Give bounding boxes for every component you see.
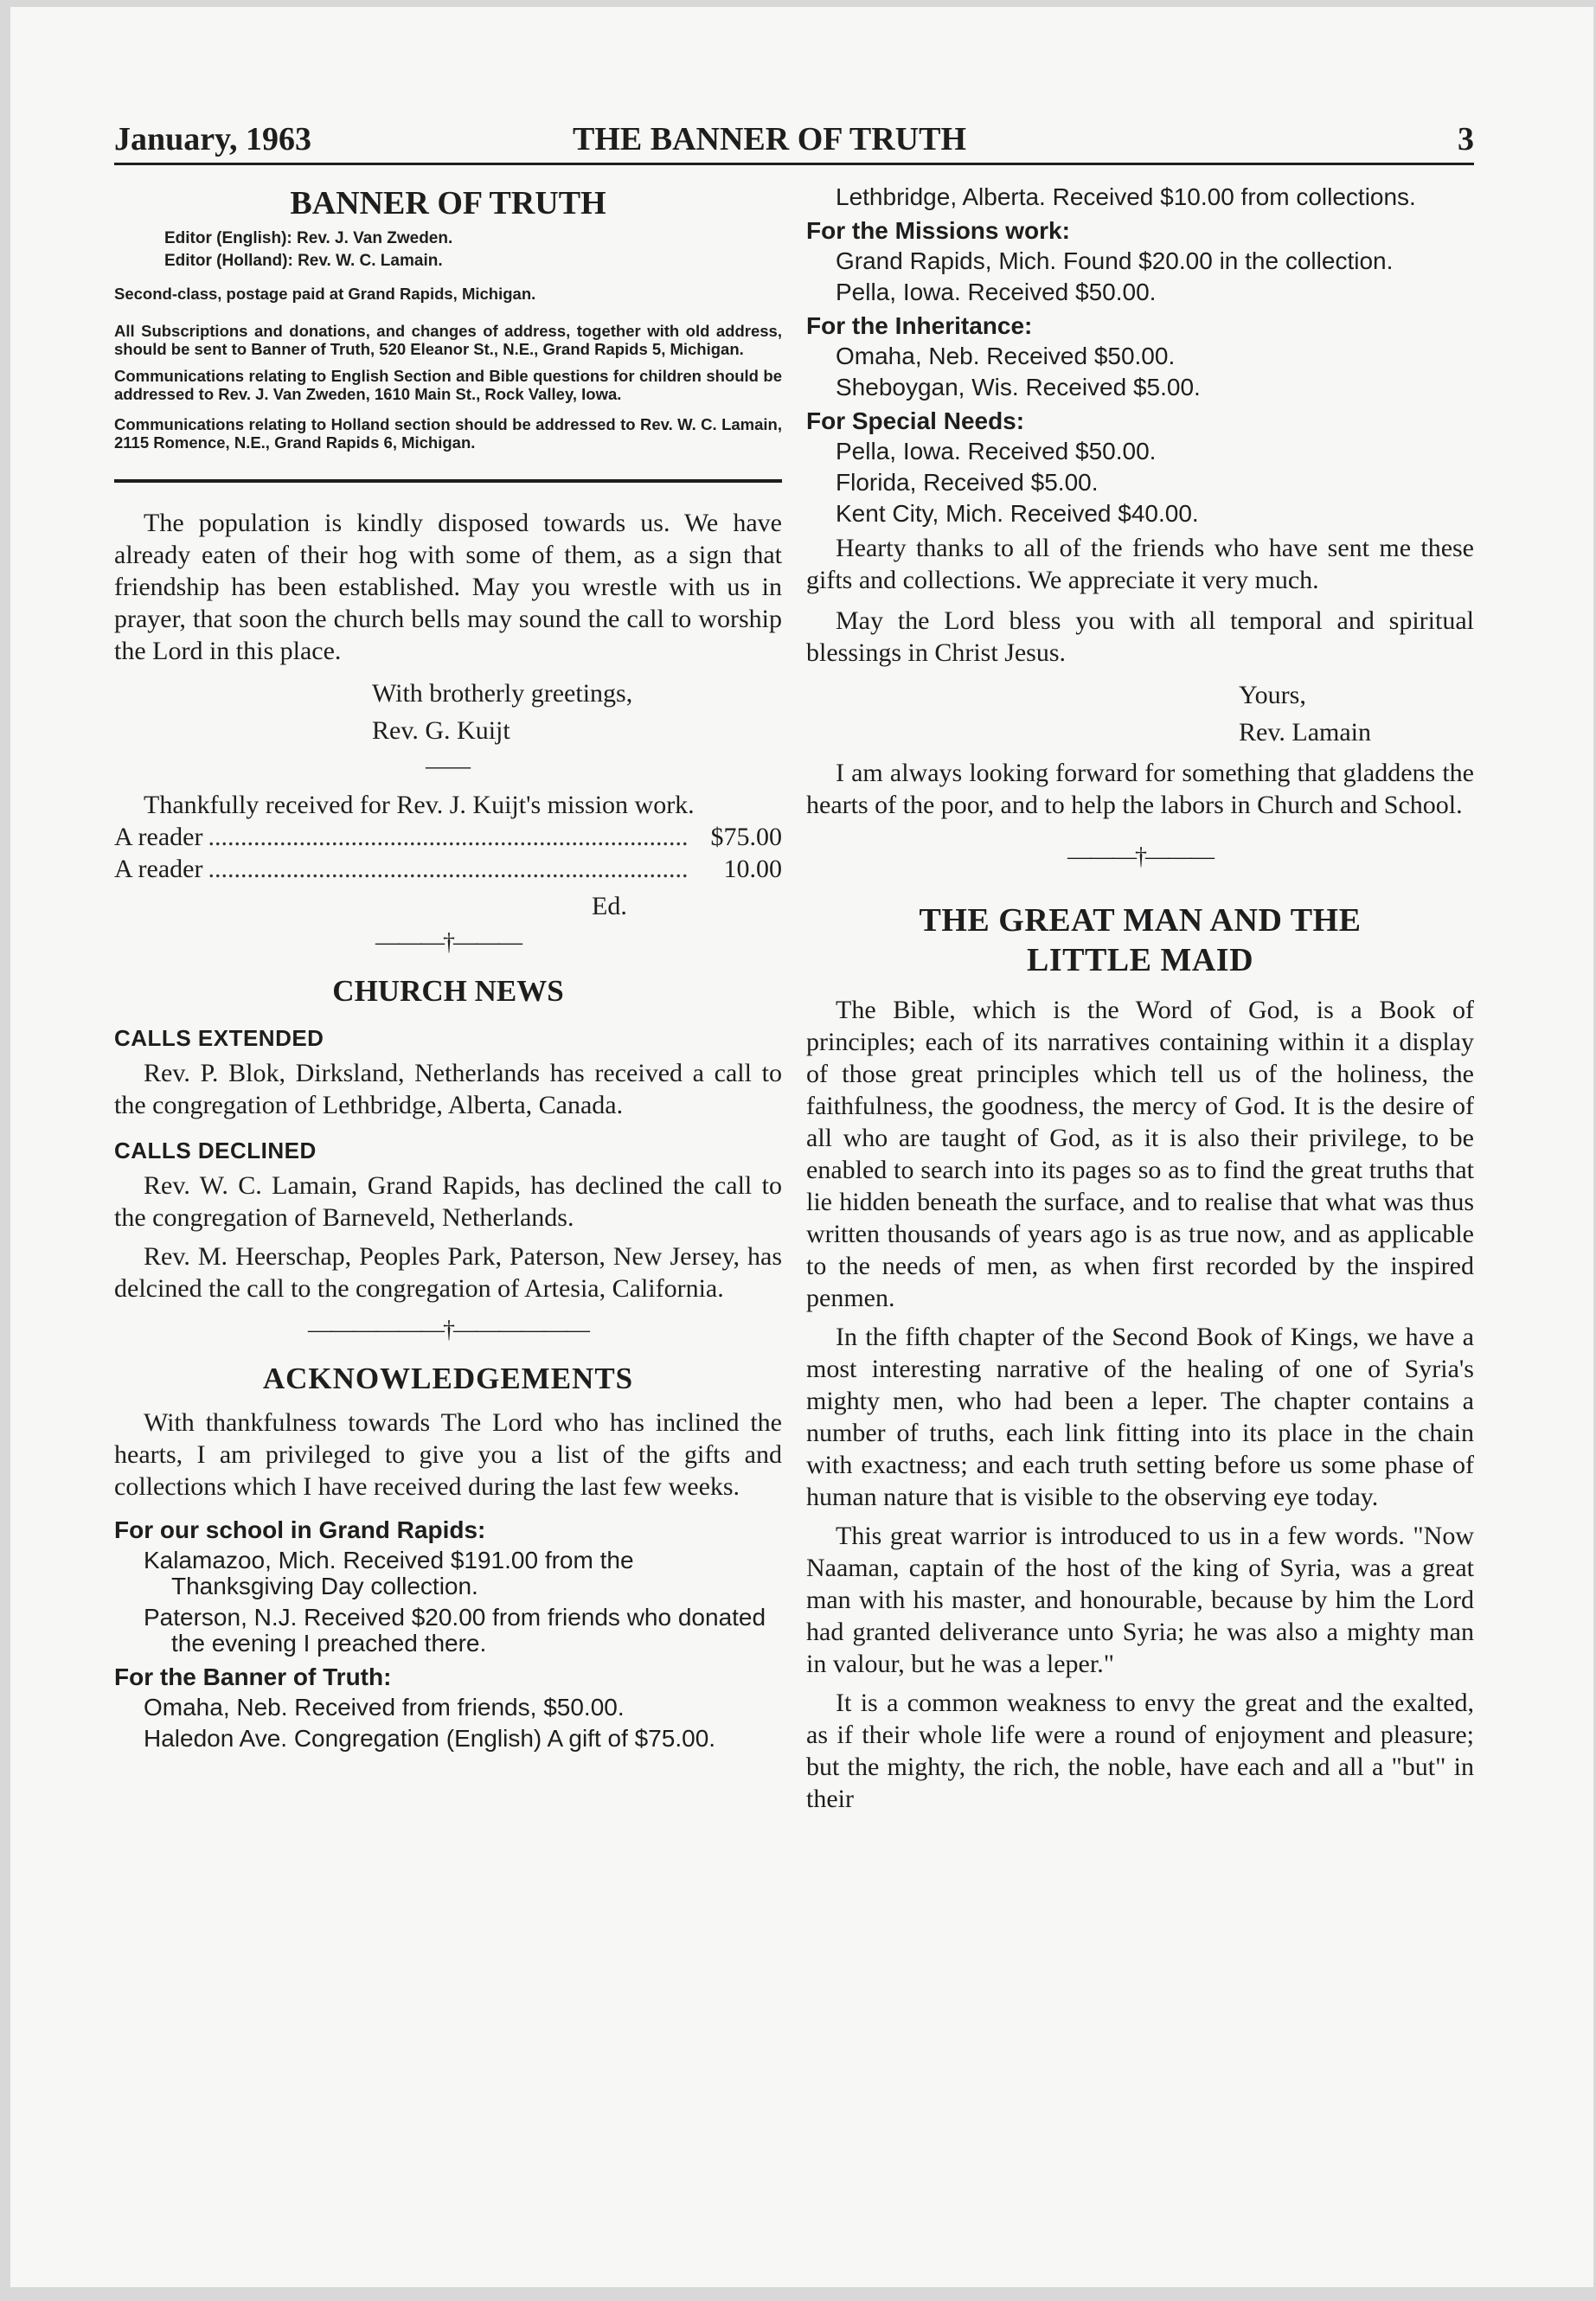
- receipt-amount: $75.00: [710, 823, 782, 851]
- calls-extended-heading: CALLS EXTENDED: [114, 1025, 324, 1051]
- receipt-label: A reader: [114, 823, 203, 851]
- article-paragraph: In the fifth chapter of the Second Book of Kings, we have a most interesting narrative of the healing of one of Syria's mighty men, who had been a leper. The chapter contains a number of truths, each link fitting into its place in the chain with exactness; and each truth setting before us some phase of human nature that is visible to the observing eye today.: [806, 1323, 1474, 1511]
- left-column: [114, 184, 782, 1757]
- masthead: [114, 184, 782, 452]
- mission-receipts-intro: Thankfully received for Rev. J. Kuijt's mission work.: [144, 791, 695, 819]
- acknowledgements-title: ACKNOWLEDGEMENTS: [262, 1362, 634, 1395]
- gift-item: Sheboygan, Wis. Received $5.00.: [836, 374, 1201, 401]
- gift-item: Omaha, Neb. Received from friends, $50.00.: [144, 1694, 625, 1721]
- cross-divider: ———†———: [375, 929, 521, 956]
- gift-item: Florida, Received $5.00.: [836, 469, 1099, 496]
- cross-divider: ———†———: [1067, 843, 1213, 870]
- holland-section-note: Communications relating to Holland section should be addressed to Rev. W. C. Lamain, 2115 Romence, N.E., Grand Rapids 6, Michigan.: [114, 415, 782, 452]
- page: [10, 7, 1593, 2287]
- blessing-paragraph: May the Lord bless you with all temporal and spiritual blessings in Christ Jesus.: [806, 606, 1474, 667]
- church-news-title: CHURCH NEWS: [332, 974, 564, 1008]
- gift-item: Omaha, Neb. Received $50.00.: [836, 343, 1176, 369]
- gift-item: Grand Rapids, Mich. Found $20.00 in the collection.: [836, 247, 1394, 274]
- kuijt-signature: Rev. G. Kuijt: [372, 716, 510, 745]
- gift-item: Kalamazoo, Mich. Received $191.00 from the Thanksgiving Day collection.: [144, 1547, 634, 1599]
- gift-item: Kent City, Mich. Received $40.00.: [836, 500, 1199, 527]
- header-date: January, 1963: [114, 121, 312, 157]
- editor-english: Editor (English): Rev. J. Van Zweden.: [164, 229, 453, 247]
- kuijt-closing: With brotherly greetings,: [372, 679, 633, 708]
- receipt-label: A reader: [114, 855, 203, 883]
- subscriptions-note: All Subscriptions and donations, and changes of address, together with old address, should be sent to Banner of Truth, 520 Eleanor St., N.E., Grand Rapids 5, Michigan.: [114, 322, 782, 358]
- masthead-divider: [114, 479, 782, 483]
- article-paragraph: The Bible, which is the Word of God, is a Book of principles; each of its narratives containing within it a display of those great principles which tell us of the holiness, the faithfulness, the goodness, the mercy of God. It is the desire of all who are taught of God, as it is also their privilege, to be enabled to search into its pages so as to find the great truths that lie hidden beneath the surface, and to realise that what was thus written thousands of years ago is as true now, and as applicable to the needs of men, as when first recorded by the inspired penmen.: [806, 996, 1474, 1312]
- receipt-row: [114, 821, 782, 853]
- right-column: [806, 184, 1474, 1815]
- gift-item: Pella, Iowa. Received $50.00.: [836, 438, 1157, 465]
- short-divider: ——: [426, 753, 471, 779]
- postage-note: Second-class, postage paid at Grand Rapids, Michigan.: [114, 285, 536, 303]
- article-title-line-2: LITTLE MAID: [1026, 942, 1254, 978]
- article-title: [806, 901, 1474, 980]
- calls-declined-2: Rev. M. Heerschap, Peoples Park, Paterson, New Jersey, has delcined the call to the congregation of Artesia, California.: [114, 1242, 782, 1303]
- calls-declined-heading: CALLS DECLINED: [114, 1138, 317, 1163]
- editor-signoff: Ed.: [592, 892, 627, 920]
- article-paragraph: This great warrior is introduced to us in a few words. "Now Naaman, captain of the host of the king of Syria, was a great man with his master, and honourable, because by him the Lord had granted deliverance unto Syria; he was also a mighty man in valour, but he was a leper.": [806, 1522, 1474, 1678]
- leader-dots: ..........................................................................: [208, 823, 689, 851]
- kuijt-letter-body: The population is kindly disposed towards us. We have already eaten of their hog with some of them, as a sign that friendship has been established. May you wrestle with us in prayer, that soon the church bells may sound the call to worship the Lord in this place.: [114, 509, 782, 665]
- header-title: THE BANNER OF TRUTH: [573, 121, 967, 157]
- gift-item: Lethbridge, Alberta. Received $10.00 from collections.: [836, 183, 1416, 210]
- receipt-row: [114, 853, 782, 885]
- gift-item: Paterson, N.J. Received $20.00 from friends who donated the evening I preached there.: [144, 1604, 766, 1657]
- banner-heading: For the Banner of Truth:: [114, 1663, 392, 1690]
- lamain-signature: Rev. Lamain: [1239, 718, 1372, 747]
- thanks-paragraph: Hearty thanks to all of the friends who have sent me these gifts and collections. We appreciate it very much.: [806, 534, 1474, 594]
- calls-extended-text: Rev. P. Blok, Dirksland, Netherlands has received a call to the congregation of Lethbridge, Alberta, Canada.: [114, 1059, 782, 1119]
- editor-holland: Editor (Holland): Rev. W. C. Lamain.: [164, 252, 443, 270]
- lamain-closing: Yours,: [1239, 681, 1306, 709]
- missions-heading: For the Missions work:: [806, 217, 1070, 244]
- calls-declined-1: Rev. W. C. Lamain, Grand Rapids, has declined the call to the congregation of Barneveld, Netherlands.: [114, 1171, 782, 1232]
- leader-dots: ..........................................................................: [208, 855, 689, 883]
- postscript-paragraph: I am always looking forward for something that gladdens the hearts of the poor, and to help the labors in Church and School.: [806, 759, 1474, 819]
- gift-item: Pella, Iowa. Received $50.00.: [836, 279, 1157, 305]
- running-header: [114, 118, 1474, 165]
- english-section-note: Communications relating to English Section and Bible questions for children should be addressed to Rev. J. Van Zweden, 1610 Main St., Rock Valley, Iowa.: [114, 367, 782, 403]
- article-paragraph: It is a common weakness to envy the great and the exalted, as if their whole life were a round of enjoyment and pleasure; but the mighty, the rich, the noble, have each and all a "but" in their: [806, 1689, 1474, 1813]
- cross-divider: ——————†——————: [308, 1317, 588, 1343]
- receipt-amount: 10.00: [723, 855, 782, 883]
- gift-item: Haledon Ave. Congregation (English) A gift of $75.00.: [144, 1725, 716, 1752]
- masthead-title: BANNER OF TRUTH: [290, 185, 606, 221]
- school-heading: For our school in Grand Rapids:: [114, 1516, 486, 1543]
- article-title-line-1: THE GREAT MAN AND THE: [919, 902, 1362, 939]
- header-page-number: 3: [1458, 121, 1474, 157]
- special-needs-heading: For Special Needs:: [806, 407, 1025, 434]
- acknowledgements-intro: With thankfulness towards The Lord who has inclined the hearts, I am privileged to give you a list of the gifts and collections which I have received during the last few weeks.: [114, 1408, 782, 1501]
- inheritance-heading: For the Inheritance:: [806, 312, 1033, 339]
